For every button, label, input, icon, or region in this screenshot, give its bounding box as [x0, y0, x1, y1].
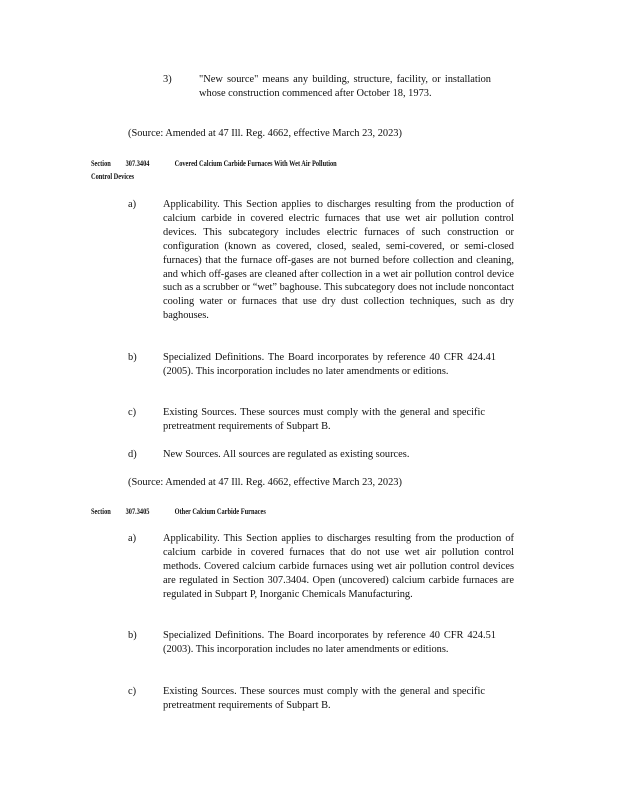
item-text: Existing Sources. These sources must comply with the general and specific pretreatment requirements of Subpart B. — [163, 686, 485, 711]
section-heading — [91, 157, 337, 170]
section-heading — [91, 505, 266, 518]
section-number: 307.3404 — [125, 158, 150, 168]
section-title-continued: Control Devices — [91, 171, 135, 181]
item-text: Applicability. This Section applies to discharges resulting from the production of calcium carbide in covered furnaces that do not use wet air pollution control methods. Covered calcium carbide furnaces using wet air pollution control devices are regulated in Section 307.3404. Open (uncovered) calcium carbide furnaces are regulated in Subpart P, Inorganic Chemicals Manufacturing. — [163, 533, 514, 600]
source-note: (Source: Amended at 47 Ill. Reg. 4662, effective March 23, 2023) — [128, 128, 402, 139]
item-letter: b) — [128, 352, 137, 363]
item-letter: d) — [128, 449, 137, 460]
definition-number: 3) — [163, 74, 172, 85]
item-letter: c) — [128, 407, 137, 418]
item-text: Existing Sources. These sources must comply with the general and specific pretreatment requirements of Subpart B. — [163, 407, 485, 432]
definition-text: "New source" means any building, structure, facility, or installation whose construction commenced after October 18, 1973. — [199, 74, 491, 99]
item-text: Applicability. This Section applies to discharges resulting from the production of calcium carbide in covered electric furnaces that use wet air pollution control devices. This subcategory includes electric furnaces of such construction or configuration (known as covered, closed, sealed, semi-covered, or semi-closed furnaces) that the furnace off-gases are not burned before collection and cleaning, and which off-gases are cleaned after collection in a wet air pollution control device such as a scrubber or “wet” baghouse. This subcategory does not include noncontact cooling water or furnaces that use dry dust collection techniques, such as dry baghouses. — [163, 199, 514, 322]
section-number: 307.3405 — [125, 506, 150, 516]
item-text: Specialized Definitions. The Board incorporates by reference 40 CFR 424.51 (2003). This incorporation includes no later amendments or editions. — [163, 630, 496, 655]
item-text: Specialized Definitions. The Board incorporates by reference 40 CFR 424.41 (2005). This incorporation includes no later amendments or editions. — [163, 352, 496, 377]
section-title: Other Calcium Carbide Furnaces — [174, 506, 266, 516]
source-note: (Source: Amended at 47 Ill. Reg. 4662, effective March 23, 2023) — [128, 477, 402, 488]
section-label: Section — [91, 158, 111, 168]
item-letter: c) — [128, 686, 137, 697]
section-label: Section — [91, 506, 111, 516]
item-text: New Sources. All sources are regulated as existing sources. — [163, 449, 410, 460]
item-letter: a) — [128, 533, 137, 544]
item-letter: a) — [128, 199, 137, 210]
section-title: Covered Calcium Carbide Furnaces With Wet Air Pollution — [174, 158, 337, 168]
item-letter: b) — [128, 630, 137, 641]
